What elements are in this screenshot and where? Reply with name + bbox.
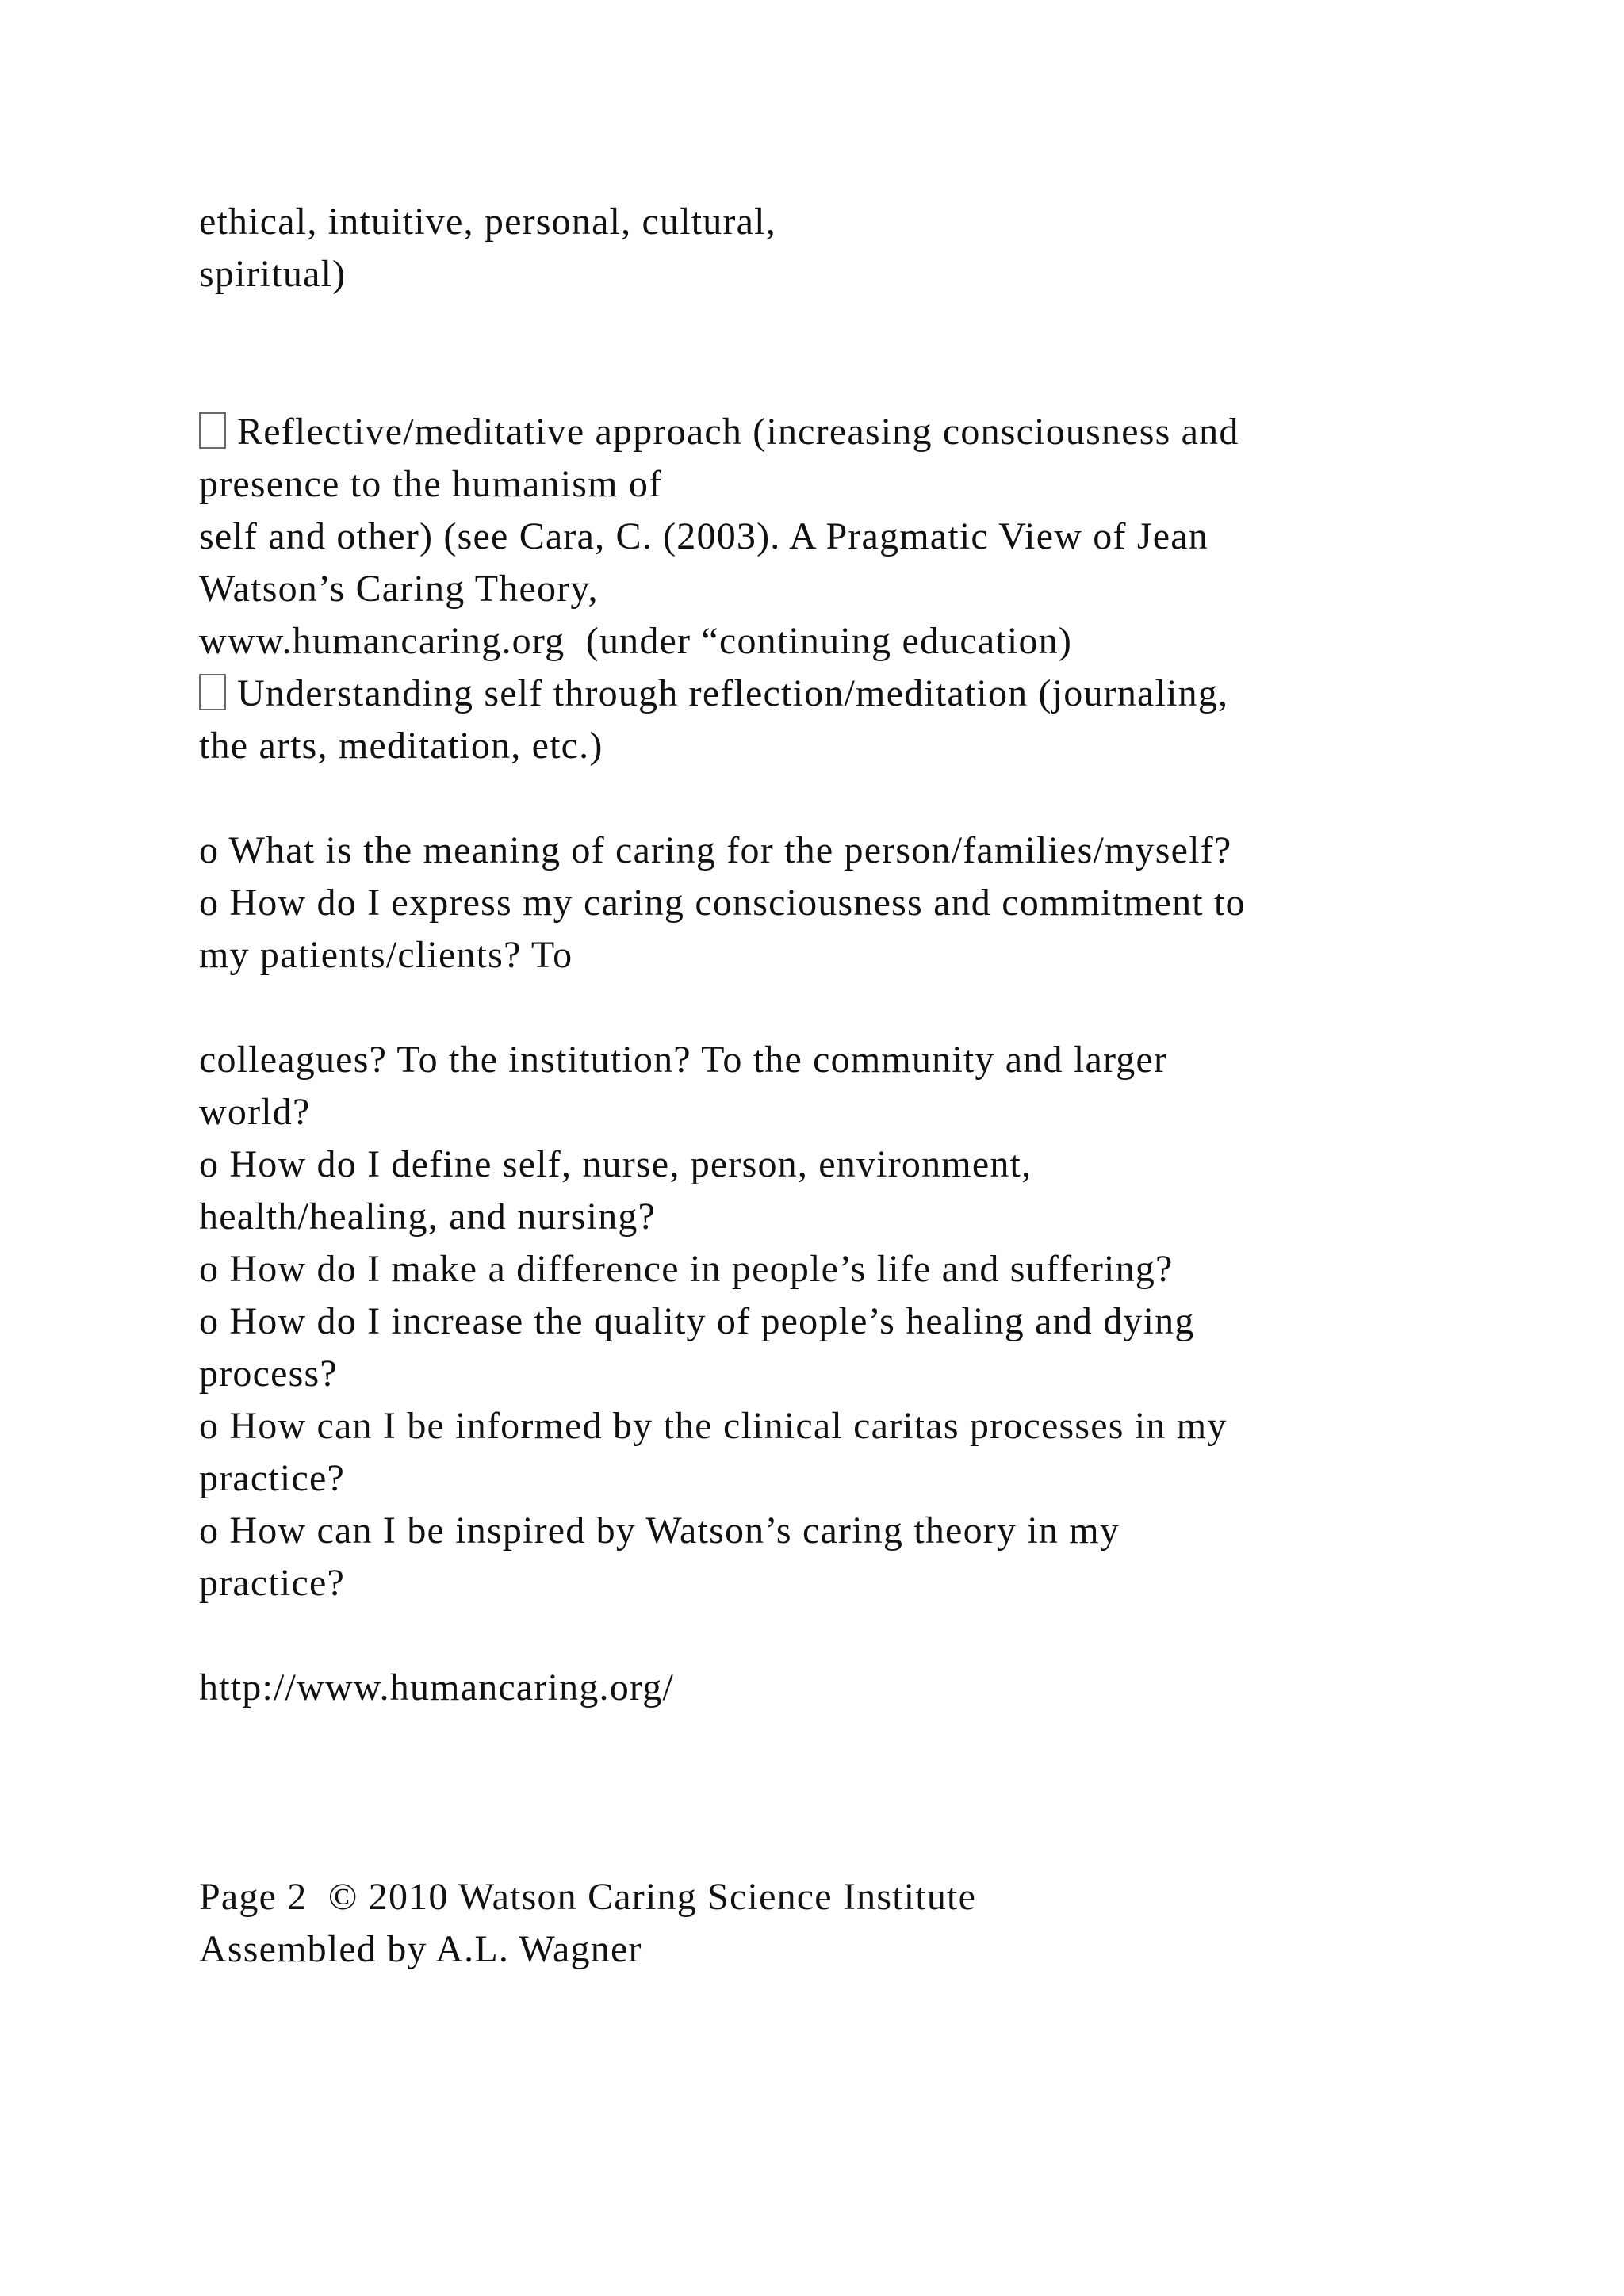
bullet-line [199, 668, 1228, 720]
question-line: o How can I be informed by the clinical caritas processes in my [199, 1405, 1228, 1447]
text-line: colleagues? To the institution? To the community and larger [199, 1039, 1168, 1081]
link-text: http://www.humancaring.org/ [199, 1667, 674, 1709]
bullet-glyph-icon [199, 412, 226, 449]
footer-page-line: Page 2 © 2010 Watson Caring Science Institute [199, 1876, 977, 1918]
question-line: o How do I make a difference in people’s life and suffering? [199, 1248, 1174, 1290]
question-line: o What is the meaning of caring for the person/families/myself? [199, 829, 1232, 871]
question-line: o How do I express my caring consciousness and commitment to [199, 882, 1246, 924]
text-line: practice? [199, 1457, 345, 1499]
bullet-text: Understanding self through reflection/meditation (journaling, [237, 672, 1229, 714]
text-line: ethical, intuitive, personal, cultural, [199, 201, 776, 243]
question-line: o How do I define self, nurse, person, environment, [199, 1143, 1032, 1185]
text-line: Watson’s Caring Theory, [199, 568, 599, 610]
text-line: the arts, meditation, etc.) [199, 725, 603, 767]
link-text: www.humancaring.org (under “continuing education) [199, 620, 1073, 662]
text-line: process? [199, 1353, 338, 1395]
text-line: world? [199, 1091, 311, 1133]
footer-assembled-line: Assembled by A.L. Wagner [199, 1928, 642, 1970]
text-line: presence to the humanism of [199, 463, 663, 505]
text-line: self and other) (see Cara, C. (2003). A Pragmatic View of Jean [199, 515, 1208, 557]
text-line: spiritual) [199, 253, 347, 295]
text-line: health/healing, and nursing? [199, 1196, 657, 1238]
question-line: o How can I be inspired by Watson’s caring theory in my [199, 1510, 1120, 1552]
bullet-glyph-icon [199, 674, 226, 710]
text-line: practice? [199, 1562, 345, 1604]
question-line: o How do I increase the quality of people’s healing and dying [199, 1300, 1195, 1342]
bullet-line [199, 406, 1239, 458]
text-line: my patients/clients? To [199, 934, 573, 976]
bullet-text: Reflective/meditative approach (increasing consciousness and [237, 411, 1239, 453]
